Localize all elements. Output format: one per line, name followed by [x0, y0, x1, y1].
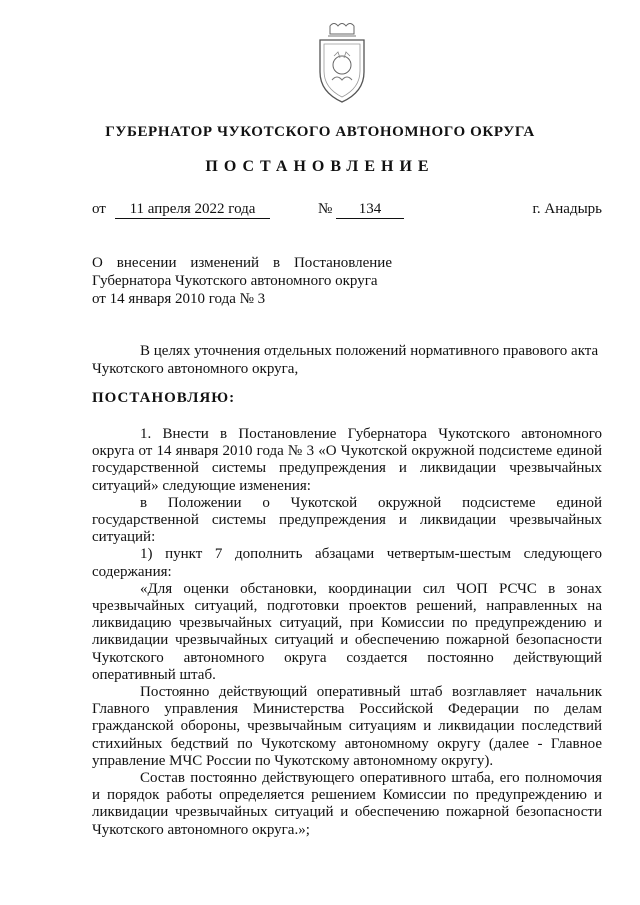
decree-date: 11 апреля 2022 года [115, 201, 270, 219]
governor-title: ГУБЕРНАТОР ЧУКОТСКОГО АВТОНОМНОГО ОКРУГА [105, 124, 535, 140]
decree-city: г. Анадырь [532, 201, 602, 217]
decree-heading: ПОСТАНОВЛЯЮ: [92, 390, 236, 406]
body-paragraph: «Для оценки обстановки, координации сил ЧОП РСЧС в зонах чрезвычайных ситуаций, подготовки проектов решений, направленных на ликвидацию чрезвычайных ситуаций, при Комиссии по предупреждению и ликвидации чрезвычайных ситуаций и обеспечению пожарной безопасности Чукотского автономного округа создается постоянно действующий оперативный штаб. [92, 580, 602, 683]
decree-subject [92, 254, 392, 308]
subject-line: Губернатора Чукотского автономного округа [92, 273, 378, 289]
body-paragraph: в Положении о Чукотской окружной подсистеме единой государственной системы предупреждения и ликвидации чрезвычайных ситуаций: [92, 494, 602, 546]
decree-meta [92, 201, 602, 221]
intro-paragraph [92, 342, 602, 378]
number-label: № [318, 201, 333, 217]
body-paragraph: 1) пункт 7 дополнить абзацами четвертым-шестым следующего содержания: [92, 546, 602, 580]
intro-text: В целях уточнения отдельных положений нормативного правового акта Чукотского автономного округа, [92, 343, 599, 377]
body-paragraph: 1. Внести в Постановление Губернатора Чукотского автономного округа от 14 января 2010 года № 3 «О Чукотской окружной подсистеме единой государственной системы предупреждения и ликвидации чрезвычайных ситуаций» следующие изменения: [92, 426, 602, 494]
decree-number: 134 [336, 201, 404, 219]
body-paragraph: Постоянно действующий оперативный штаб возглавляет начальник Главного управления Министерства Российской Федерации по делам гражданской обороны, чрезвычайным ситуациям и ликвидации последствий стихийных бедствий по Чукотскому автономному округу (далее - Главное управление МЧС России по Чукотскому автономному округу). [92, 684, 602, 769]
decree-body [92, 426, 602, 839]
coat-of-arms-icon [310, 20, 374, 106]
from-label: от [92, 201, 106, 217]
body-paragraph: Состав постоянно действующего оперативного штаба, его полномочия и порядок работы определяется решением Комиссии по предупреждению и ликвидации чрезвычайных ситуаций и обеспечению пожарной безопасности Чукотского автономного округа.»; [92, 770, 602, 838]
subject-line: О внесении изменений в Постановление [92, 255, 392, 271]
document-type: ПОСТАНОВЛЕНИЕ [205, 158, 435, 175]
subject-line: от 14 января 2010 года № 3 [92, 291, 266, 307]
